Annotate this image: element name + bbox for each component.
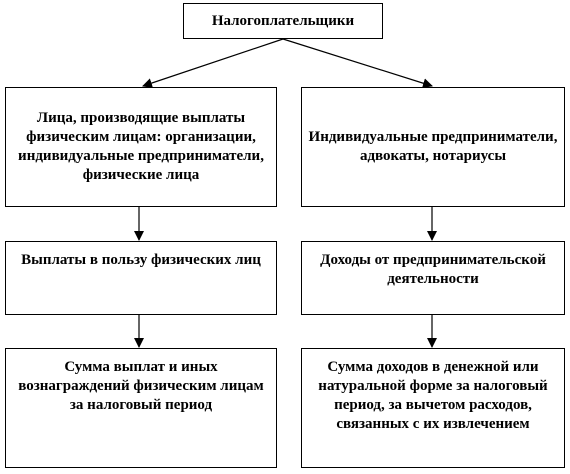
left-level3-box xyxy=(5,348,277,468)
arrow-root-to-right xyxy=(283,39,432,86)
left-level1-label: Лица, производящие выплаты физическим лицам: организации, индивидуальные предприниматели, физические лица xyxy=(18,110,264,183)
left-level2-label: Выплаты в пользу физических лиц xyxy=(21,252,261,268)
arrow-root-to-left xyxy=(143,39,283,86)
right-level3-box xyxy=(301,348,565,468)
right-level1-label: Индивидуальные предприниматели, адвокаты, нотариусы xyxy=(308,129,558,164)
left-level3-label: Сумма выплат и иных вознаграждений физическим лицам за налоговый период xyxy=(18,359,264,413)
root-label: Налогоплательщики xyxy=(211,12,355,29)
left-level1-box xyxy=(5,87,277,207)
left-level2-box xyxy=(5,241,277,315)
right-level2-label: Доходы от предпринимательской деятельности xyxy=(320,252,546,287)
right-level1-box xyxy=(301,87,565,207)
right-level2-box xyxy=(301,241,565,315)
right-level3-label: Сумма доходов в денежной или натуральной форме за налоговый период, за вычетом расходов, связанных с их извлечением xyxy=(318,359,548,432)
root-box xyxy=(183,3,383,39)
